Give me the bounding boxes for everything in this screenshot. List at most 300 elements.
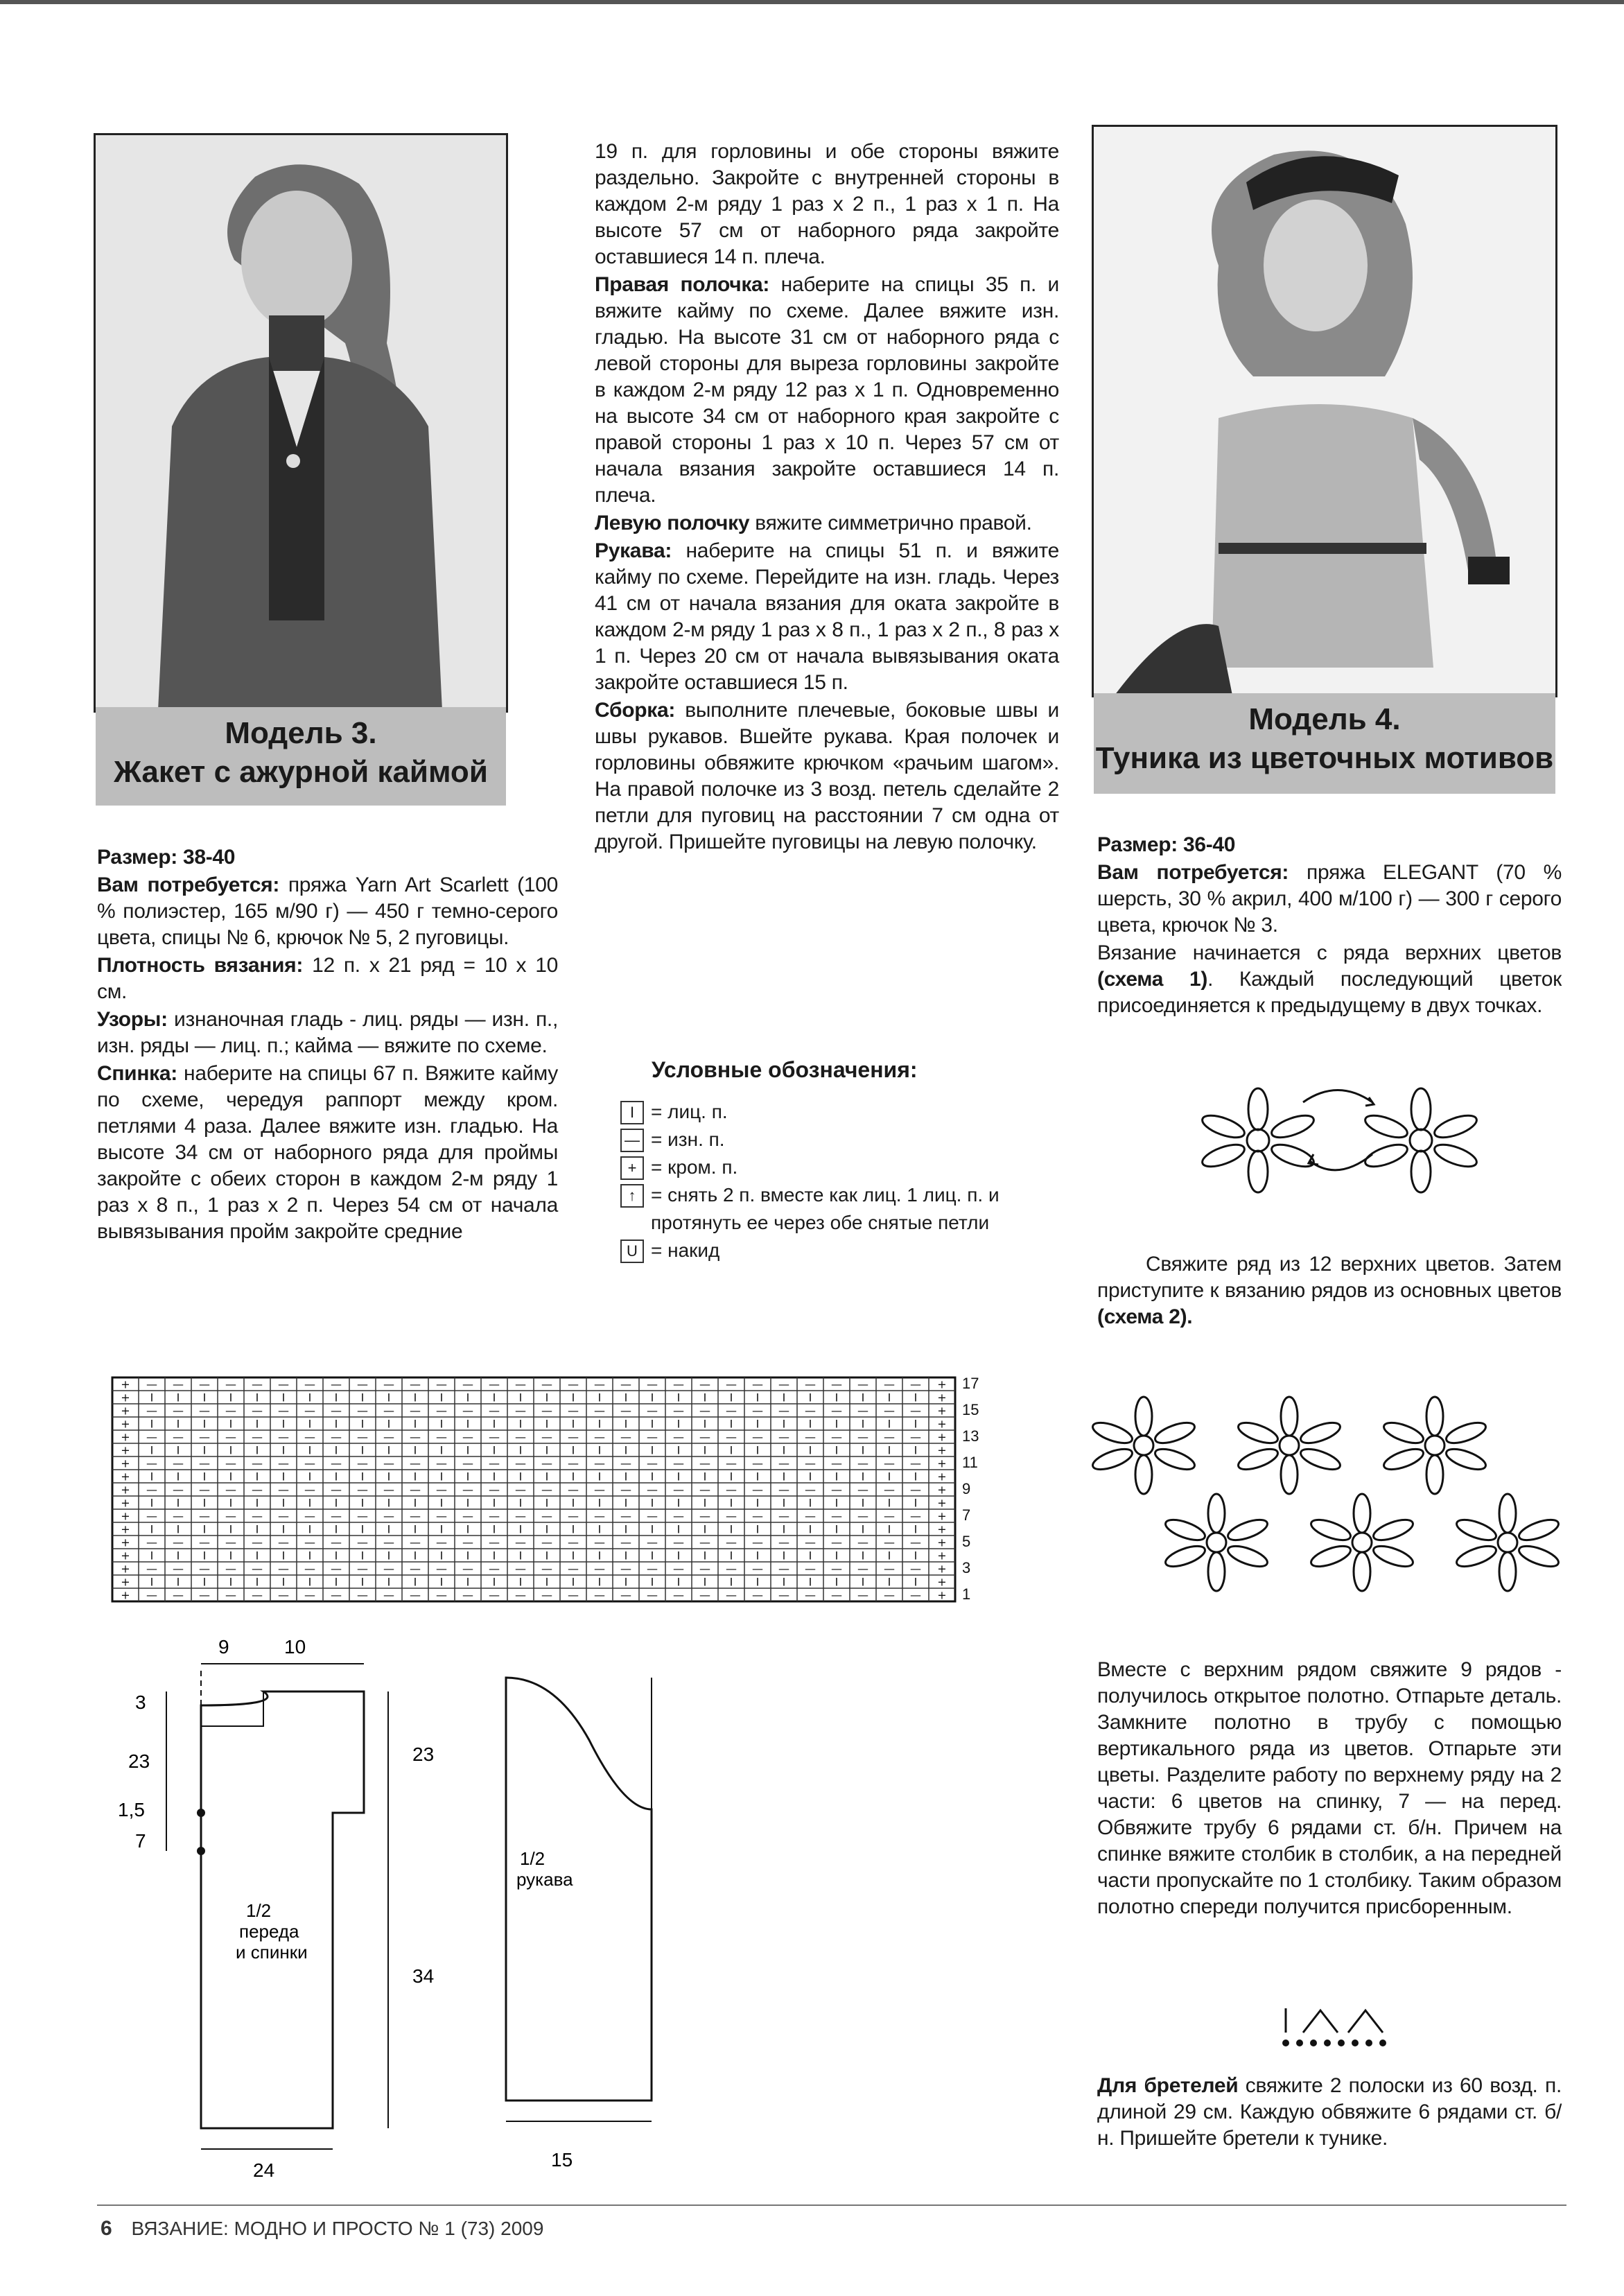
chart-cell-symbol: — bbox=[620, 1483, 631, 1497]
chart-cell-symbol: I bbox=[624, 1391, 628, 1404]
chart-cell-symbol: — bbox=[778, 1430, 789, 1444]
chart-cell-symbol: — bbox=[304, 1562, 315, 1576]
chart-cell-symbol: I bbox=[887, 1470, 891, 1484]
chart-cell-symbol: — bbox=[752, 1404, 763, 1418]
chart-cell-symbol: I bbox=[150, 1391, 154, 1404]
chart-cell-symbol: — bbox=[884, 1483, 895, 1497]
size-model-4: Размер: 36-40 bbox=[1097, 833, 1236, 856]
chart-cell-symbol: I bbox=[413, 1575, 417, 1589]
chart-cell-symbol: — bbox=[331, 1377, 342, 1391]
chart-cell-symbol: + bbox=[121, 1377, 130, 1391]
chart-cell-symbol: — bbox=[252, 1456, 263, 1470]
model-3-title: Жакет с ажурной каймой bbox=[114, 755, 488, 789]
chart-cell-symbol: — bbox=[199, 1377, 210, 1391]
chart-cell-symbol: — bbox=[331, 1536, 342, 1549]
chart-cell-symbol: I bbox=[202, 1549, 207, 1563]
chart-cell-symbol: — bbox=[357, 1430, 368, 1444]
chart-cell-symbol: — bbox=[489, 1456, 500, 1470]
chart-cell-symbol: — bbox=[199, 1404, 210, 1418]
chart-cell-symbol: — bbox=[647, 1377, 658, 1391]
chart-cell-symbol: I bbox=[887, 1575, 891, 1589]
legend-item-decrease: ↑ = снять 2 п. вместе как лиц. 1 лиц. п. и протянуть ее через обе снятые петли bbox=[620, 1181, 1071, 1237]
chart-row-number: 17 bbox=[962, 1375, 979, 1392]
chart-cell-symbol: — bbox=[436, 1588, 447, 1602]
chart-cell-symbol: — bbox=[173, 1536, 184, 1549]
chart-cell-symbol: I bbox=[229, 1575, 233, 1589]
chart-cell-symbol: I bbox=[545, 1522, 549, 1536]
chart-cell-symbol: I bbox=[808, 1575, 812, 1589]
chart-cell-symbol: I bbox=[835, 1575, 839, 1589]
chart-cell-symbol: — bbox=[752, 1588, 763, 1602]
chart-row-number: 1 bbox=[962, 1585, 971, 1603]
chart-cell-symbol: — bbox=[884, 1509, 895, 1523]
chart-cell-symbol: — bbox=[173, 1456, 184, 1470]
chart-cell-symbol: I bbox=[439, 1417, 444, 1431]
chart-cell-symbol: I bbox=[729, 1496, 733, 1510]
chart-cell-symbol: — bbox=[910, 1509, 921, 1523]
assembly: Сборка: выполните плечевые, боковые швы и швы рукавов. Вшейте рукава. Края полочек и горловины обвяжите крючком «рачьим шагом». На правой полочке из 3 возд. петель сделайте 2 петли для пуговиц на расстоянии 7 см одна от другой. Пришейте пуговицы на левую полочку. bbox=[595, 699, 1059, 853]
chart-cell-symbol: — bbox=[594, 1377, 605, 1391]
chart-cell-symbol: — bbox=[462, 1536, 473, 1549]
chart-cell-symbol: I bbox=[914, 1417, 918, 1431]
model-4-title: Туника из цветочных мотивов bbox=[1095, 741, 1554, 775]
chart-cell-symbol: + bbox=[121, 1443, 130, 1457]
chart-cell-symbol: + bbox=[121, 1575, 130, 1589]
left-column-text bbox=[97, 844, 558, 1246]
chart-cell-symbol: — bbox=[620, 1404, 631, 1418]
chart-cell-symbol: — bbox=[910, 1483, 921, 1497]
chart-cell-symbol: — bbox=[225, 1562, 236, 1576]
chart-cell-symbol: I bbox=[281, 1549, 286, 1563]
chart-cell-symbol: — bbox=[199, 1509, 210, 1523]
chart-cell-symbol: I bbox=[729, 1575, 733, 1589]
chart-cell-symbol: — bbox=[225, 1404, 236, 1418]
chart-cell-symbol: — bbox=[489, 1404, 500, 1418]
chart-cell-symbol: — bbox=[199, 1430, 210, 1444]
chart-cell-symbol: — bbox=[541, 1456, 552, 1470]
chart-cell-symbol: I bbox=[887, 1549, 891, 1563]
chart-cell-symbol: I bbox=[597, 1470, 602, 1484]
chart-cell-symbol: I bbox=[676, 1496, 681, 1510]
chart-cell-symbol: I bbox=[492, 1575, 496, 1589]
chart-cell-symbol: — bbox=[357, 1536, 368, 1549]
dim-1-5: 1,5 bbox=[118, 1799, 145, 1820]
chart-cell-symbol: — bbox=[699, 1562, 710, 1576]
chart-cell-symbol: I bbox=[756, 1575, 760, 1589]
chart-cell-symbol: — bbox=[805, 1483, 816, 1497]
chart-cell-symbol: I bbox=[360, 1417, 365, 1431]
chart-cell-symbol: I bbox=[202, 1417, 207, 1431]
chart-cell-symbol: — bbox=[436, 1509, 447, 1523]
chart-cell-symbol: — bbox=[805, 1562, 816, 1576]
chart-cell-symbol: I bbox=[360, 1443, 365, 1457]
chart-cell-symbol: + bbox=[937, 1417, 947, 1431]
chart-cell-symbol: I bbox=[150, 1417, 154, 1431]
chart-cell-symbol: I bbox=[518, 1496, 523, 1510]
chart-cell-symbol: + bbox=[937, 1509, 947, 1523]
chart-cell-symbol: — bbox=[225, 1456, 236, 1470]
chart-cell-symbol: I bbox=[360, 1391, 365, 1404]
chart-cell-symbol: I bbox=[808, 1443, 812, 1457]
chart-cell-symbol: — bbox=[515, 1483, 526, 1497]
chart-cell-symbol: — bbox=[515, 1430, 526, 1444]
chart-cell-symbol: — bbox=[146, 1377, 157, 1391]
chart-cell-symbol: — bbox=[594, 1588, 605, 1602]
chart-cell-symbol: I bbox=[703, 1470, 707, 1484]
chart-cell-symbol: + bbox=[121, 1430, 130, 1444]
chart-cell-symbol: I bbox=[255, 1549, 259, 1563]
chart-cell-symbol: I bbox=[334, 1575, 338, 1589]
chart-cell-symbol: — bbox=[647, 1483, 658, 1497]
legend bbox=[620, 1057, 1071, 1264]
chart-cell-symbol: — bbox=[383, 1456, 394, 1470]
chart-cell-symbol: — bbox=[304, 1430, 315, 1444]
chart-cell-symbol: I bbox=[808, 1522, 812, 1536]
chart-cell-symbol: I bbox=[650, 1549, 654, 1563]
chart-cell-symbol: I bbox=[281, 1391, 286, 1404]
dim-10: 10 bbox=[284, 1636, 306, 1658]
chart-cell-symbol: — bbox=[857, 1430, 868, 1444]
chart-cell-symbol: I bbox=[887, 1496, 891, 1510]
chart-cell-symbol: I bbox=[861, 1470, 865, 1484]
chart-cell-symbol: + bbox=[121, 1549, 130, 1563]
join-arrow-bottom bbox=[1310, 1154, 1372, 1170]
chart-cell-symbol: I bbox=[676, 1522, 681, 1536]
chart-cell-symbol: — bbox=[357, 1483, 368, 1497]
chart-cell-symbol: I bbox=[176, 1496, 180, 1510]
chart-cell-symbol: I bbox=[492, 1443, 496, 1457]
chart-cell-symbol: I bbox=[597, 1443, 602, 1457]
chart-cell-symbol: — bbox=[515, 1588, 526, 1602]
chart-cell-symbol: — bbox=[146, 1404, 157, 1418]
flower-1 bbox=[1200, 1088, 1316, 1192]
chart-cell-symbol: — bbox=[436, 1377, 447, 1391]
chart-cell-symbol: — bbox=[199, 1536, 210, 1549]
chart-cell-symbol: — bbox=[726, 1377, 737, 1391]
chart-cell-symbol: — bbox=[857, 1562, 868, 1576]
chart-cell-symbol: — bbox=[462, 1456, 473, 1470]
chart-cell-symbol: — bbox=[304, 1536, 315, 1549]
chart-cell-symbol: I bbox=[756, 1443, 760, 1457]
chart-cell-symbol: — bbox=[489, 1509, 500, 1523]
chart-cell-symbol: I bbox=[571, 1549, 575, 1563]
patterns-model-3: Узоры: изнаночная гладь - лиц. ряды — изн. п., изн. ряды — лиц. п.; кайма — вяжите по схеме. bbox=[97, 1008, 558, 1057]
chart-cell-symbol: — bbox=[357, 1377, 368, 1391]
chart-cell-symbol: — bbox=[831, 1404, 842, 1418]
chart-cell-symbol: I bbox=[808, 1391, 812, 1404]
chart-cell-symbol: — bbox=[620, 1536, 631, 1549]
chart-cell-symbol: — bbox=[278, 1562, 289, 1576]
chart-cell-symbol: — bbox=[568, 1588, 579, 1602]
woman-tunic-image bbox=[1094, 127, 1555, 695]
legend-item-knit: I = лиц. п. bbox=[620, 1098, 1071, 1126]
magazine-title: ВЯЗАНИЕ: МОДНО И ПРОСТО № 1 (73) 2009 bbox=[131, 2218, 544, 2239]
chart-cell-symbol: — bbox=[831, 1588, 842, 1602]
size-model-3: Размер: 38-40 bbox=[97, 846, 236, 869]
chart-cell-symbol: — bbox=[673, 1483, 684, 1497]
chart-cell-symbol: + bbox=[937, 1562, 947, 1576]
chart-cell-symbol: I bbox=[835, 1496, 839, 1510]
chart-cell-symbol: — bbox=[857, 1377, 868, 1391]
chart-cell-symbol: — bbox=[778, 1588, 789, 1602]
chart-cell-symbol: — bbox=[304, 1588, 315, 1602]
chart-cell-symbol: I bbox=[466, 1391, 470, 1404]
row-12-flowers: Свяжите ряд из 12 верхних цветов. Затем приступите к вязанию рядов из основных цветов (схема 2). bbox=[1097, 1253, 1562, 1328]
chart-cell-symbol: I bbox=[571, 1417, 575, 1431]
body-outline bbox=[201, 1691, 364, 2128]
chart-cell-symbol: — bbox=[699, 1456, 710, 1470]
chart-cell-symbol: — bbox=[884, 1430, 895, 1444]
chart-cell-symbol: — bbox=[884, 1536, 895, 1549]
dim-34: 34 bbox=[412, 1965, 435, 1987]
chart-cell-symbol: I bbox=[624, 1549, 628, 1563]
chart-cell-symbol: — bbox=[383, 1404, 394, 1418]
dim-7: 7 bbox=[135, 1830, 146, 1852]
chart-cell-symbol: — bbox=[199, 1562, 210, 1576]
chart-cell-symbol: I bbox=[729, 1391, 733, 1404]
chart-cell-symbol: — bbox=[252, 1562, 263, 1576]
chart-cell-symbol: I bbox=[887, 1391, 891, 1404]
chart-cell-symbol: I bbox=[887, 1417, 891, 1431]
chart-cell-symbol: — bbox=[515, 1456, 526, 1470]
chart-cell-symbol: — bbox=[778, 1456, 789, 1470]
chart-cell-symbol: — bbox=[805, 1456, 816, 1470]
body-pattern-diagram bbox=[104, 1615, 464, 2181]
chart-cell-symbol: I bbox=[597, 1391, 602, 1404]
chart-cell-symbol: — bbox=[620, 1377, 631, 1391]
chart-cell-symbol: — bbox=[568, 1404, 579, 1418]
chart-cell-symbol: I bbox=[861, 1496, 865, 1510]
chart-cell-symbol: — bbox=[726, 1483, 737, 1497]
chart-cell-symbol: I bbox=[202, 1470, 207, 1484]
chart-cell-symbol: I bbox=[492, 1417, 496, 1431]
chart-cell-symbol: — bbox=[357, 1509, 368, 1523]
chart-cell-symbol: I bbox=[176, 1470, 180, 1484]
chart-cell-symbol: I bbox=[518, 1522, 523, 1536]
chart-cell-symbol: — bbox=[146, 1430, 157, 1444]
chart-cell-symbol: — bbox=[673, 1562, 684, 1576]
chart-cell-symbol: I bbox=[914, 1575, 918, 1589]
chart-cell-symbol: I bbox=[597, 1549, 602, 1563]
chart-cell-symbol: I bbox=[308, 1391, 312, 1404]
chart-cell-symbol: I bbox=[597, 1575, 602, 1589]
chart-cell-symbol: — bbox=[594, 1536, 605, 1549]
chart-cell-symbol: — bbox=[752, 1483, 763, 1497]
chart-cell-symbol: — bbox=[699, 1509, 710, 1523]
chart-cell-symbol: I bbox=[887, 1522, 891, 1536]
chart-cell-symbol: — bbox=[857, 1456, 868, 1470]
dim-24: 24 bbox=[253, 2159, 275, 2181]
chart-cell-symbol: — bbox=[541, 1536, 552, 1549]
chart-cell-symbol: — bbox=[910, 1430, 921, 1444]
chart-cell-symbol: I bbox=[729, 1522, 733, 1536]
chart-cell-symbol: I bbox=[387, 1496, 391, 1510]
chart-cell-symbol: I bbox=[782, 1549, 786, 1563]
chart-cell-symbol: — bbox=[462, 1562, 473, 1576]
chart-cell-symbol: I bbox=[914, 1549, 918, 1563]
density-model-3: Плотность вязания: 12 п. х 21 ряд = 10 х 10 см. bbox=[97, 954, 558, 1003]
chart-cell-symbol: I bbox=[650, 1443, 654, 1457]
chart-cell-symbol: — bbox=[278, 1483, 289, 1497]
chart-cell-symbol: I bbox=[914, 1470, 918, 1484]
chart-cell-symbol: — bbox=[752, 1536, 763, 1549]
chart-cell-symbol: + bbox=[121, 1562, 130, 1576]
chart-cell-symbol: — bbox=[462, 1430, 473, 1444]
chart-cell-symbol: — bbox=[462, 1404, 473, 1418]
chart-cell-symbol: I bbox=[782, 1522, 786, 1536]
chart-cell-symbol: I bbox=[466, 1443, 470, 1457]
chart-cell-symbol: — bbox=[410, 1509, 421, 1523]
chart-cell-symbol: — bbox=[410, 1430, 421, 1444]
chart-cell-symbol: — bbox=[410, 1377, 421, 1391]
chart-cell-symbol: — bbox=[699, 1483, 710, 1497]
chart-cell-symbol: I bbox=[281, 1443, 286, 1457]
chart-cell-symbol: — bbox=[831, 1509, 842, 1523]
chart-cell-symbol: — bbox=[778, 1536, 789, 1549]
chart-cell-symbol: — bbox=[331, 1404, 342, 1418]
chart-cell-symbol: — bbox=[541, 1483, 552, 1497]
right-column-text-straps bbox=[1097, 2073, 1562, 2153]
flower-top-1 bbox=[1090, 1397, 1197, 1494]
chart-cell-symbol: — bbox=[699, 1430, 710, 1444]
chart-cell-symbol: — bbox=[489, 1562, 500, 1576]
flower-2 bbox=[1363, 1088, 1479, 1192]
model-4-caption bbox=[1094, 693, 1555, 794]
chart-cell-symbol: — bbox=[726, 1509, 737, 1523]
chart-cell-symbol: — bbox=[884, 1377, 895, 1391]
model-3-number: Модель 3. bbox=[225, 716, 377, 750]
chart-cell-symbol: I bbox=[334, 1549, 338, 1563]
chart-cell-symbol: — bbox=[910, 1536, 921, 1549]
chart-cell-symbol: I bbox=[650, 1470, 654, 1484]
chart-cell-symbol: — bbox=[146, 1536, 157, 1549]
chart-cell-symbol: I bbox=[624, 1522, 628, 1536]
chart-cell-symbol: I bbox=[597, 1496, 602, 1510]
chart-cell-symbol: — bbox=[252, 1483, 263, 1497]
chart-cell-symbol: I bbox=[518, 1443, 523, 1457]
right-column-text-top bbox=[1097, 832, 1562, 1020]
chart-cell-symbol: I bbox=[439, 1575, 444, 1589]
chart-cell-symbol: — bbox=[568, 1483, 579, 1497]
chart-cell-symbol: I bbox=[176, 1522, 180, 1536]
chart-cell-symbol: I bbox=[334, 1470, 338, 1484]
chart-cell-symbol: I bbox=[808, 1417, 812, 1431]
chart-cell-symbol: I bbox=[413, 1549, 417, 1563]
chart-cell-symbol: — bbox=[831, 1562, 842, 1576]
chart-cell-symbol: I bbox=[387, 1522, 391, 1536]
chart-cell-symbol: I bbox=[387, 1575, 391, 1589]
chart-cell-symbol: — bbox=[647, 1404, 658, 1418]
chart-cell-symbol: — bbox=[146, 1456, 157, 1470]
chart-cell-symbol: I bbox=[835, 1522, 839, 1536]
flower-bottom-2 bbox=[1309, 1494, 1415, 1591]
chart-cell-symbol: — bbox=[357, 1588, 368, 1602]
chart-cell-symbol: I bbox=[703, 1417, 707, 1431]
chart-cell-symbol: I bbox=[782, 1496, 786, 1510]
chart-cell-symbol: I bbox=[202, 1443, 207, 1457]
chart-cell-symbol: I bbox=[176, 1417, 180, 1431]
chart-cell-symbol: I bbox=[756, 1522, 760, 1536]
chart-cell-symbol: I bbox=[676, 1549, 681, 1563]
chart-cell-symbol: I bbox=[676, 1391, 681, 1404]
chart-cell-symbol: — bbox=[594, 1509, 605, 1523]
right-column-text-main bbox=[1097, 1657, 1562, 1922]
chart-cell-symbol: I bbox=[861, 1417, 865, 1431]
chart-cell-symbol: — bbox=[594, 1404, 605, 1418]
chart-cell-symbol: — bbox=[805, 1536, 816, 1549]
chart-cell-symbol: — bbox=[778, 1483, 789, 1497]
chart-cell-symbol: + bbox=[937, 1496, 947, 1510]
chart-cell-symbol: — bbox=[252, 1588, 263, 1602]
chart-cell-symbol: — bbox=[778, 1377, 789, 1391]
woman-jacket-image bbox=[96, 135, 506, 711]
chart-cell-symbol: I bbox=[729, 1417, 733, 1431]
chart-cell-symbol: I bbox=[360, 1470, 365, 1484]
chart-cell-symbol: I bbox=[887, 1443, 891, 1457]
footer-rule bbox=[97, 2204, 1566, 2206]
chart-cell-symbol: I bbox=[835, 1549, 839, 1563]
chart-cell-symbol: I bbox=[571, 1443, 575, 1457]
chart-cell-symbol: I bbox=[545, 1575, 549, 1589]
chart-cell-symbol: I bbox=[545, 1443, 549, 1457]
chart-cell-symbol: I bbox=[624, 1417, 628, 1431]
chart-cell-symbol: I bbox=[360, 1575, 365, 1589]
chart-cell-symbol: + bbox=[121, 1404, 130, 1418]
chart-cell-symbol: I bbox=[360, 1496, 365, 1510]
chart-cell-symbol: I bbox=[518, 1391, 523, 1404]
legend-item-yarn-over: U = накид bbox=[620, 1237, 1071, 1264]
body-label: 1/2 переда и спинки bbox=[236, 1900, 308, 1963]
chart-cell-symbol: I bbox=[518, 1575, 523, 1589]
chart-cell-symbol: I bbox=[334, 1443, 338, 1457]
chart-cell-symbol: — bbox=[410, 1536, 421, 1549]
chart-cell-symbol: — bbox=[357, 1404, 368, 1418]
chart-cell-symbol: I bbox=[756, 1391, 760, 1404]
chart-cell-symbol: + bbox=[937, 1430, 947, 1444]
chart-cell-symbol: — bbox=[541, 1562, 552, 1576]
chart-cell-symbol: I bbox=[202, 1391, 207, 1404]
chart-cell-symbol: I bbox=[835, 1443, 839, 1457]
sleeve-label: 1/2 рукава bbox=[516, 1848, 573, 1890]
chart-cell-symbol: — bbox=[410, 1456, 421, 1470]
chart-cell-symbol: I bbox=[176, 1391, 180, 1404]
chart-cell-symbol: I bbox=[439, 1391, 444, 1404]
chart-cell-symbol: — bbox=[910, 1377, 921, 1391]
join-arrow-top bbox=[1303, 1090, 1372, 1103]
chart-cell-symbol: — bbox=[225, 1430, 236, 1444]
chart-cell-symbol: — bbox=[594, 1483, 605, 1497]
chart-cell-symbol: — bbox=[752, 1430, 763, 1444]
chart-cell-symbol: I bbox=[703, 1575, 707, 1589]
chart-cell-symbol: I bbox=[571, 1391, 575, 1404]
chart-cell-symbol: + bbox=[121, 1470, 130, 1484]
chart-cell-symbol: — bbox=[436, 1562, 447, 1576]
chart-cell-symbol: I bbox=[439, 1496, 444, 1510]
chart-cell-symbol: I bbox=[861, 1549, 865, 1563]
chart-cell-symbol: I bbox=[914, 1443, 918, 1457]
chart-cell-symbol: — bbox=[594, 1430, 605, 1444]
chart-cell-symbol: — bbox=[146, 1483, 157, 1497]
chart-cell-symbol: — bbox=[489, 1536, 500, 1549]
chart-cell-symbol: I bbox=[597, 1417, 602, 1431]
chart-cell-symbol: — bbox=[278, 1377, 289, 1391]
chart-cell-symbol: — bbox=[726, 1430, 737, 1444]
chart-cell-symbol: + bbox=[937, 1470, 947, 1484]
chart-cell-symbol: I bbox=[255, 1496, 259, 1510]
chart-cell-symbol: — bbox=[910, 1456, 921, 1470]
chart-cell-symbol: I bbox=[308, 1470, 312, 1484]
chart-cell-symbol: I bbox=[413, 1417, 417, 1431]
